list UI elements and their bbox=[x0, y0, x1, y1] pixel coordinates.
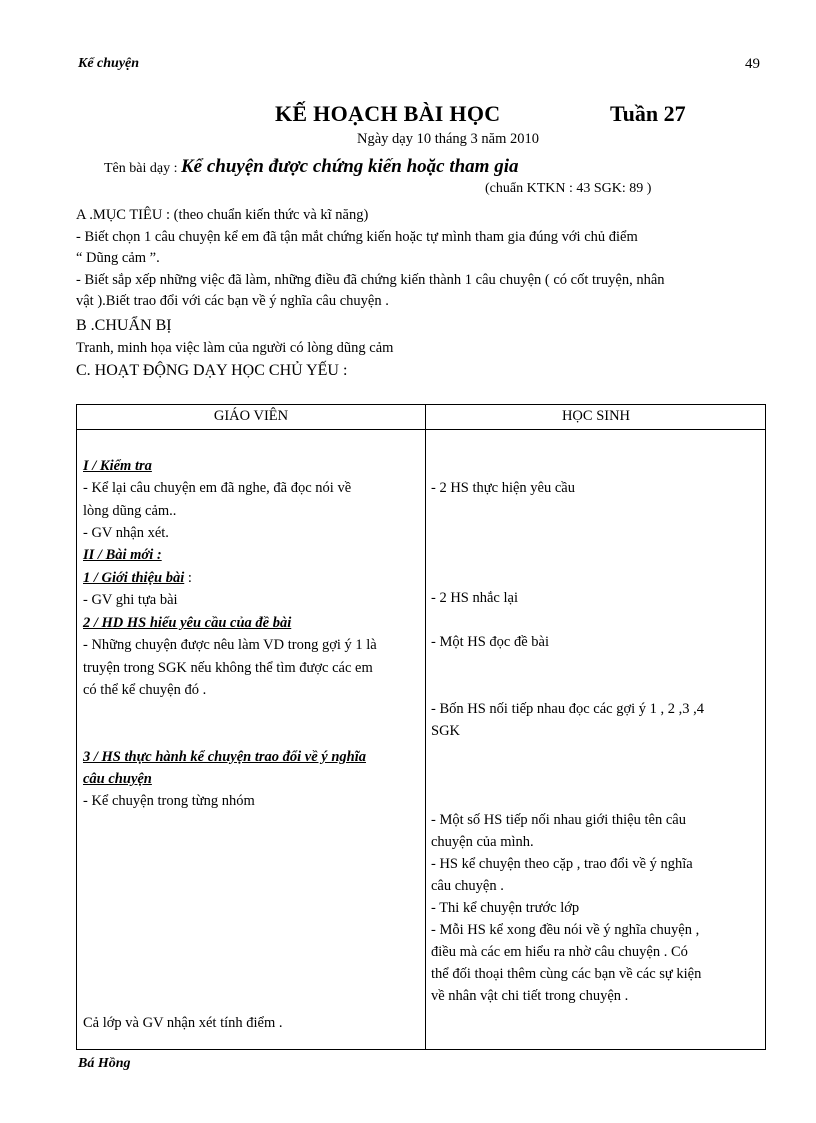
student-line: SGK bbox=[431, 723, 461, 739]
student-column-header: HỌC SINH bbox=[561, 408, 631, 424]
teacher-line: - GV ghi tựa bài bbox=[83, 592, 178, 608]
student-line: - Một số HS tiếp nối nhau giới thiệu tên câu bbox=[431, 812, 686, 828]
student-line: - 2 HS thực hiện yêu cầu bbox=[431, 480, 575, 496]
student-line: chuyện của mình. bbox=[431, 834, 534, 850]
teacher-line: - Kể lại câu chuyện em đã nghe, đã đọc nói về bbox=[83, 480, 352, 496]
student-line: điều mà các em hiểu ra nhờ câu chuyện . Có bbox=[431, 944, 688, 960]
student-line: - Bốn HS nối tiếp nhau đọc các gợi ý 1 , 2 ,3 ,4 bbox=[431, 701, 705, 717]
teacher-line: truyện trong SGK nếu không thể tìm được các em bbox=[83, 660, 373, 676]
teacher-heading: 3 / HS thực hành kể chuyện trao đổi về ý nghĩa bbox=[83, 749, 367, 765]
footer-author: Bá Hồng bbox=[78, 1056, 131, 1071]
standard-reference: (chuẩn KTKN : 43 SGK: 89 ) bbox=[485, 181, 652, 196]
section-b-title: B .CHUẨN BỊ bbox=[76, 317, 172, 334]
teacher-line: - Những chuyện được nêu làm VD trong gợi ý 1 là bbox=[83, 637, 377, 653]
teacher-line: - Kể chuyện trong từng nhóm bbox=[83, 793, 255, 809]
student-line: - HS kể chuyện theo cặp , trao đổi về ý nghĩa bbox=[431, 856, 693, 872]
section-a-title: A .MỤC TIÊU : (theo chuẩn kiến thức và kĩ năng) bbox=[76, 207, 369, 223]
teacher-line: có thể kể chuyện đó . bbox=[83, 682, 207, 698]
teacher-heading: 2 / HD HS hiểu yêu cầu của đề bài bbox=[83, 615, 292, 631]
student-line: về nhân vật chi tiết trong chuyện . bbox=[431, 988, 629, 1004]
column-divider bbox=[425, 405, 426, 1049]
week-label: Tuần 27 bbox=[610, 101, 686, 126]
teacher-heading-suffix: : bbox=[184, 570, 192, 586]
section-a-line: “ Dũng cảm ”. bbox=[76, 250, 160, 266]
lesson-name bbox=[104, 156, 519, 178]
teacher-heading: I / Kiểm tra bbox=[83, 458, 152, 474]
student-line: - Một HS đọc đề bài bbox=[431, 634, 549, 650]
student-line: - 2 HS nhắc lại bbox=[431, 590, 518, 606]
teacher-heading: 1 / Giới thiệu bài bbox=[83, 570, 185, 586]
teacher-line: lòng dũng cảm.. bbox=[83, 503, 177, 519]
teacher-heading-row bbox=[83, 567, 192, 589]
student-line: câu chuyện . bbox=[431, 878, 504, 894]
teacher-column-header: GIÁO VIÊN bbox=[213, 408, 289, 424]
lesson-label: Tên bài dạy : bbox=[104, 161, 181, 176]
section-a-line: vật ).Biết trao đổi với các bạn về ý nghĩa câu chuyện . bbox=[76, 293, 389, 309]
student-line: thể đối thoại thêm cùng các bạn về các sự kiện bbox=[431, 966, 702, 982]
teacher-heading: II / Bài mới : bbox=[83, 547, 162, 563]
lesson-title: Kể chuyện được chứng kiến hoặc tham gia bbox=[180, 156, 519, 177]
activity-table bbox=[76, 404, 766, 1050]
section-a-line: - Biết sắp xếp những việc đã làm, những điều đã chứng kiến thành 1 câu chuyện ( có cốt truyện, nhân bbox=[76, 272, 665, 288]
teacher-line: Cả lớp và GV nhận xét tính điểm . bbox=[83, 1015, 283, 1031]
page-title: KẾ HOẠCH BÀI HỌC bbox=[275, 101, 501, 126]
student-line: - Thi kể chuyện trước lớp bbox=[431, 900, 580, 916]
teacher-heading: câu chuyện bbox=[83, 771, 152, 787]
header-subject: Kể chuyện bbox=[78, 56, 140, 71]
teacher-line: - GV nhận xét. bbox=[83, 525, 169, 541]
header-divider bbox=[77, 429, 765, 430]
section-a-line: - Biết chọn 1 câu chuyện kể em đã tận mắt chứng kiến hoặc tự mình tham gia đúng với chủ điểm bbox=[76, 229, 638, 245]
student-line: - Mỗi HS kể xong đều nói về ý nghĩa chuyện , bbox=[431, 922, 700, 938]
teaching-date: Ngày dạy 10 tháng 3 năm 2010 bbox=[357, 131, 540, 147]
section-c-title: C. HOẠT ĐỘNG DẠY HỌC CHỦ YẾU : bbox=[76, 362, 348, 379]
page-number: 49 bbox=[745, 56, 760, 72]
section-b-line: Tranh, minh họa việc làm của người có lòng dũng cảm bbox=[76, 340, 394, 356]
